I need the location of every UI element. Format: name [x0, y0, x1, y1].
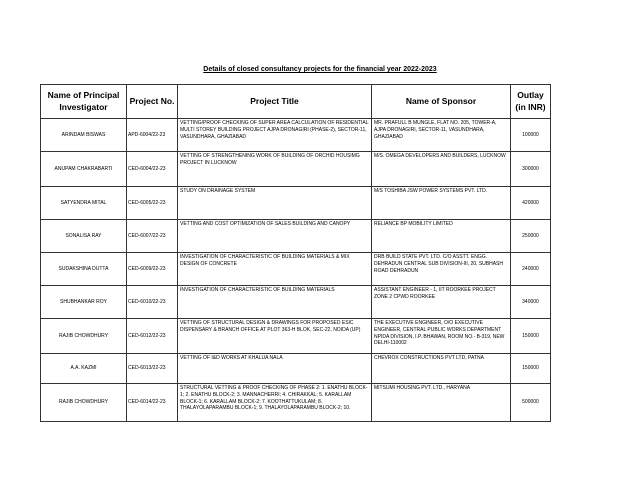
header-project-no: Project No. — [127, 85, 178, 119]
table-header-row — [41, 85, 551, 119]
table-row — [41, 286, 551, 319]
cell-sponsor: M/S TOSHIBA JSW POWER SYSTEMS PVT. LTD. — [372, 187, 511, 220]
cell-investigator: SATYENDRA MITAL — [41, 187, 127, 220]
cell-sponsor: MR. PRAFULL B MUNGLE, FLAT NO. 205, TOWER-A, AJPA DRONAGIRI, SECTOR-11, VASUNDHARA, GHAZIABAD — [372, 119, 511, 152]
cell-project-title: STRUCTURAL VETTING & PROOF CHECKING OF PHASE 2: 1. ENATHU BLOCK-1; 2. ENATHU BLOCK-2; 3. MANNACHERRI; 4. CHIRAKKAL; 5. KARALLAM BLOCK-1; 6. KARALLAM BLOCK-2; 7. KOOTHATTUKULAM; 8. THALAYOLAPARAMBU BLOCK-1; 9. THALAYOLAPARAMBU BLOCK-2; 10. — [178, 384, 372, 422]
cell-project-no: CED-6012/22-23 — [127, 319, 178, 354]
cell-outlay: 500000 — [511, 384, 551, 422]
cell-outlay: 250000 — [511, 220, 551, 253]
cell-project-no: CED-6004/22-23 — [127, 152, 178, 187]
table-row — [41, 354, 551, 384]
cell-investigator: RAJIB CHOWDHURY — [41, 319, 127, 354]
cell-project-no: CED-6005/22-23 — [127, 187, 178, 220]
table-row — [41, 152, 551, 187]
cell-investigator: ARINDAM BISWAS — [41, 119, 127, 152]
cell-investigator: ANUPAM CHAKRABARTI — [41, 152, 127, 187]
cell-project-no: CED-6007/22-23 — [127, 220, 178, 253]
cell-project-title: STUDY ON DRAINAGE SYSTEM — [178, 187, 372, 220]
cell-project-title: INVESTIGATION OF CHARACTERISTIC OF BUILDING MATERIALS — [178, 286, 372, 319]
cell-outlay: 340000 — [511, 286, 551, 319]
header-sponsor: Name of Sponsor — [372, 85, 511, 119]
table-row — [41, 319, 551, 354]
cell-sponsor: MITSUMI HOUSING PVT. LTD., HARYANA — [372, 384, 511, 422]
cell-investigator: SONALISA RAY — [41, 220, 127, 253]
cell-project-title: VETTING OF STRENGTHENING WORK OF BUILDING OF ORCHID HOUSIMG PROJECT IN LUCKNOW — [178, 152, 372, 187]
cell-investigator: A.A. KAZMI — [41, 354, 127, 384]
cell-sponsor: RELIANCE BP MOBILITY LIMITED — [372, 220, 511, 253]
cell-outlay: 300000 — [511, 152, 551, 187]
cell-sponsor: ASSISTANT ENGINEER - 1, IIT ROORKEE PROJECT ZONE 2 CPWD ROORKEE — [372, 286, 511, 319]
closed-projects-table — [40, 84, 551, 422]
cell-project-no: CED-6013/22-23 — [127, 354, 178, 384]
cell-investigator: SHUBHANKAR ROY — [41, 286, 127, 319]
cell-project-title: VETTING AND COST OPTIMIZATION OF SALES BUILDING AND CANOPY — [178, 220, 372, 253]
document-title: Details of closed consultancy projects for the financial year 2022-2023 — [203, 66, 437, 73]
table-row — [41, 253, 551, 286]
cell-outlay: 150000 — [511, 354, 551, 384]
cell-project-no: CED-6010/22-23 — [127, 286, 178, 319]
table-row — [41, 187, 551, 220]
cell-project-title: VETTING/PROOF CHECKING OF SUPER AREA CALCULATION OF RESIDENTIAL MULTI STOREY BUILDING PROJECT AJPA DRONAGIRI (PHASE-2), SECTOR-11, VASUNDHARA, GHAZIABAD — [178, 119, 372, 152]
cell-project-title: INVESTIGATION OF CHARACTERISTIC OF BUILDING MATERIALS & MIX DESIGN OF CONCRETE — [178, 253, 372, 286]
cell-project-title: VETTING OF I&D WORKS AT KHALUA NALA — [178, 354, 372, 384]
cell-sponsor: DRB BUILD STATE PVT. LTD. C/O ASSTT. ENGG. DEHRADUN CENTRAL SUB DIVISION-III, 20, SUBHASH ROAD DEHRADUN — [372, 253, 511, 286]
header-outlay: Outlay (in INR) — [511, 85, 551, 119]
cell-investigator: RAJIB CHOWDHURY — [41, 384, 127, 422]
cell-sponsor: THE EXECUTIVE ENGINEER, O/O EXECUTIVE ENGINEER, CENTRAL PUBLIC WORKS DEPARTMENT NPIDA DIVISION, I.P. BHAWAN, ROOM NO.- B-319, NEW DELHI-110002 — [372, 319, 511, 354]
table-row — [41, 119, 551, 152]
table-row — [41, 384, 551, 422]
table-row — [41, 220, 551, 253]
cell-sponsor: M/S. OMEGA DEVELOPERS AND BUILDERS, LUCKNOW — [372, 152, 511, 187]
cell-sponsor: CHEVROX CONSTRUCTIONS PVT LTD, PATNA — [372, 354, 511, 384]
cell-project-no: CED-6009/22-23 — [127, 253, 178, 286]
cell-project-title: VETTING OF STRUCTURAL DESIGN & DRAWINGS FOR PROPOSED ESIC DISPENSARY & BRANCH OFFICE AT PLOT 363-H BLOK, SEC-22, NOIDA (UP) — [178, 319, 372, 354]
header-project-title: Project Title — [178, 85, 372, 119]
cell-investigator: SUDAKSHINA DUTTA — [41, 253, 127, 286]
cell-outlay: 150000 — [511, 319, 551, 354]
cell-outlay: 100000 — [511, 119, 551, 152]
cell-project-no: CED-6014/22-23 — [127, 384, 178, 422]
cell-outlay: 420000 — [511, 187, 551, 220]
cell-project-no: APD-6004/22-23 — [127, 119, 178, 152]
header-investigator: Name of Principal Investigator — [41, 85, 127, 119]
cell-outlay: 240000 — [511, 253, 551, 286]
